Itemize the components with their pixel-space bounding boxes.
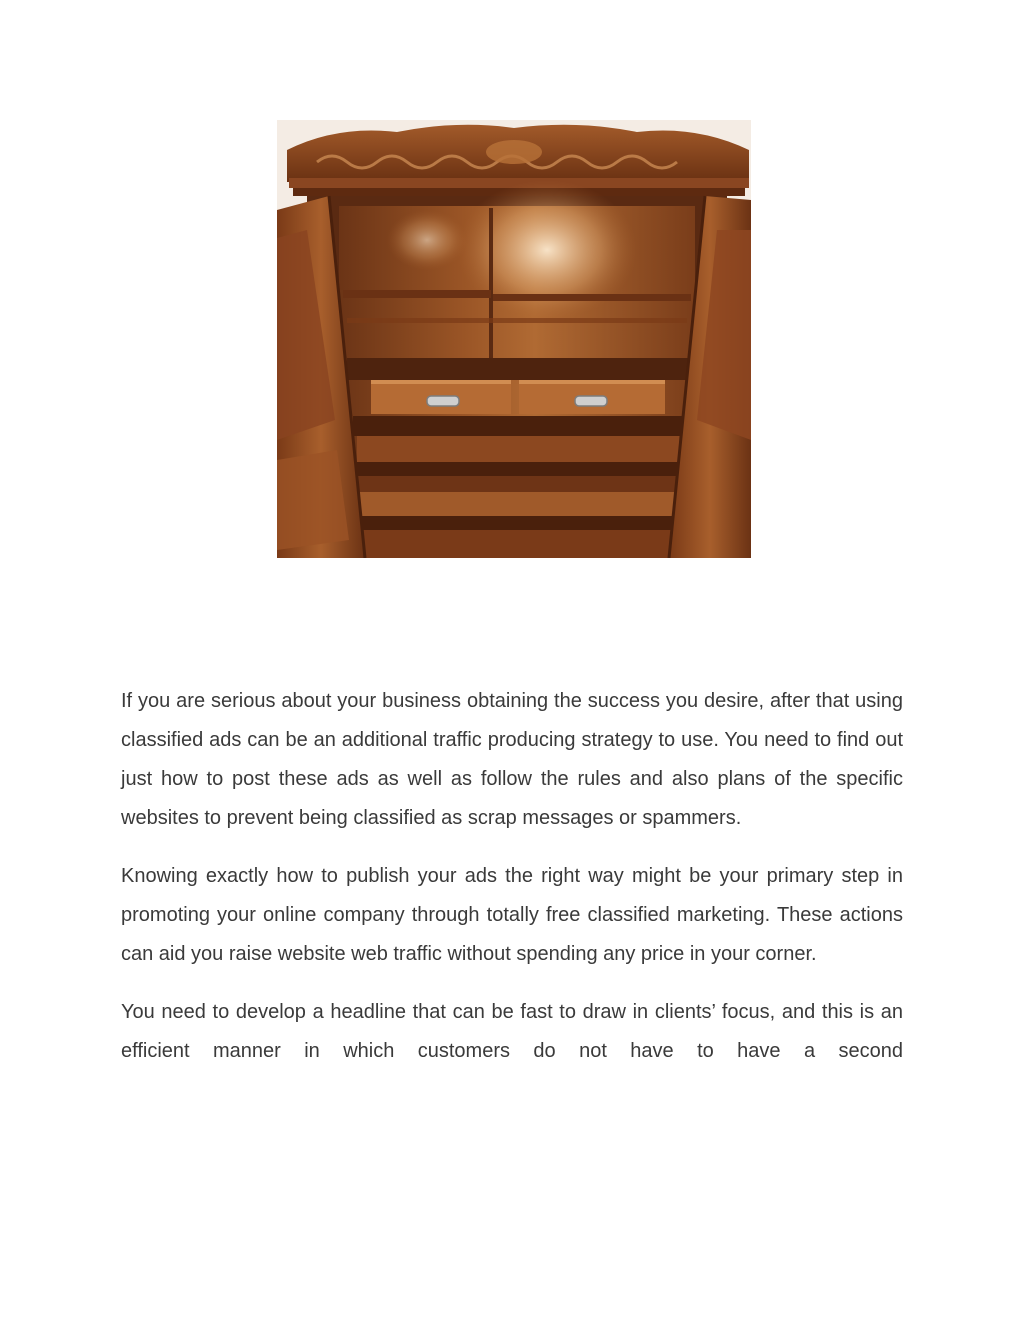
article-body <box>121 682 903 1090</box>
wardrobe-photo <box>277 120 751 558</box>
paragraph-1: If you are serious about your business obtaining the success you desire, after that using classified ads can be an additional traffic producing strategy to use. You need to find out just how to post these ads as well as follow the rules and also plans of the specific websites to prevent being classified as scrap messages or spammers. <box>121 690 903 829</box>
paragraph-3: You need to develop a headline that can be fast to draw in clients’ focus, and this is an efficient manner in which customers do not have to have a second <box>121 1001 903 1062</box>
paragraph-2: Knowing exactly how to publish your ads the right way might be your primary step in promoting your online company through totally free classified marketing. These actions can aid you raise website web traffic without spending any price in your corner. <box>121 865 903 965</box>
